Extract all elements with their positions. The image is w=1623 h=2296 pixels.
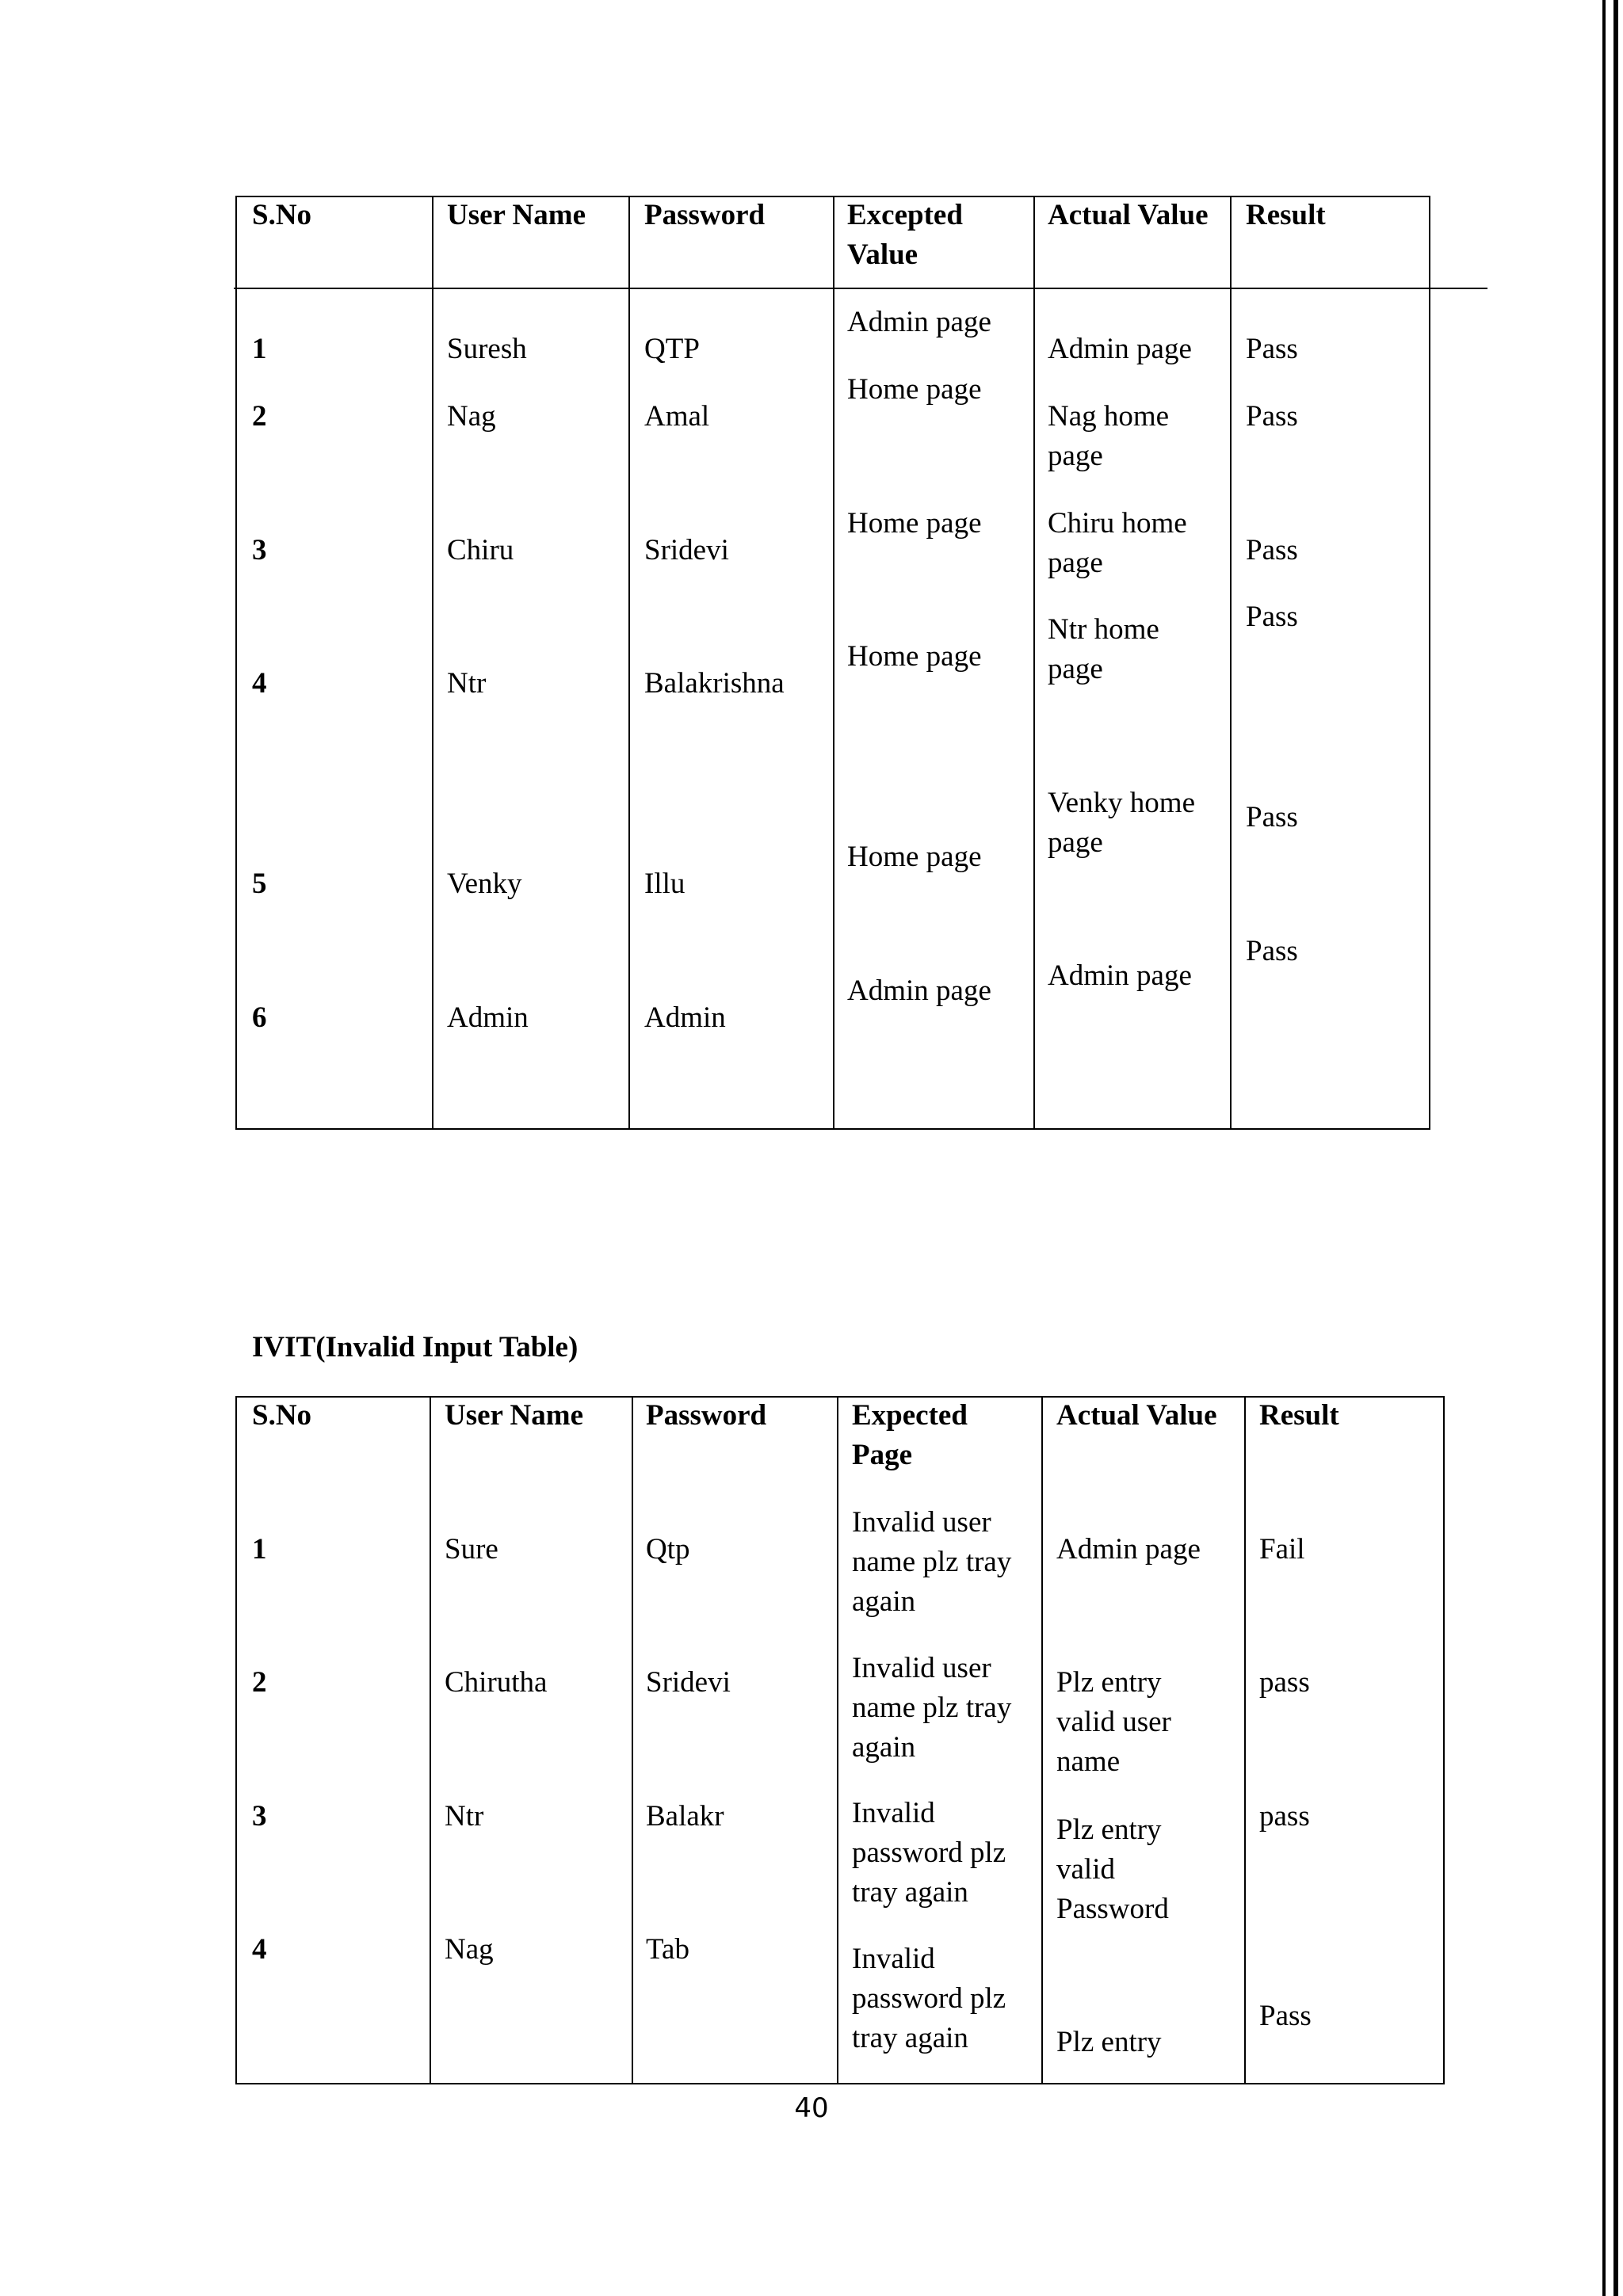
cell-sno: 2	[252, 400, 267, 433]
cell-sno: 3	[252, 534, 267, 566]
cell-result: pass	[1259, 1666, 1310, 1699]
header-cell-sno: S.No	[252, 1399, 312, 1432]
cell-sno: 5	[252, 868, 267, 900]
cell-expected: Admin page	[847, 974, 991, 1007]
header-cell-result: Result	[1259, 1399, 1339, 1432]
header-divider	[234, 288, 1487, 289]
cell-result: Pass	[1246, 601, 1298, 633]
cell-username: Sure	[445, 1533, 498, 1566]
cell-password: QTP	[644, 333, 700, 365]
cell-sno: 2	[252, 1666, 267, 1699]
header-cell-username: User Name	[445, 1399, 584, 1432]
cell-expected: Home page	[847, 841, 982, 873]
cell-username: Chirutha	[445, 1666, 548, 1699]
cell-username: Venky	[447, 868, 522, 900]
cell-expected: Admin page	[847, 306, 991, 338]
column-divider	[628, 197, 630, 1128]
cell-result: Pass	[1246, 935, 1298, 967]
page-border-line	[1602, 0, 1606, 2296]
column-divider	[1033, 197, 1035, 1128]
cell-expected: Invalid user name plz tray again	[852, 1652, 1012, 1764]
cell-expected: Invalid password plz tray again	[852, 1943, 1006, 2054]
cell-expected: Invalid user name plz tray again	[852, 1506, 1012, 1618]
cell-actual: Admin page	[1048, 333, 1192, 365]
cell-username: Ntr	[447, 667, 487, 700]
cell-result: Pass	[1246, 534, 1298, 566]
column-divider	[1230, 197, 1232, 1128]
invalid-input-table-title: IVIT(Invalid Input Table)	[252, 1331, 579, 1363]
cell-actual: Ntr home page	[1048, 613, 1159, 685]
page-border-line	[1613, 0, 1618, 2296]
column-divider	[632, 1398, 633, 2083]
header-cell-password: Password	[646, 1399, 767, 1432]
cell-expected: Home page	[847, 640, 982, 673]
column-divider	[833, 197, 834, 1128]
cell-actual: Admin page	[1048, 959, 1192, 992]
page-number: 40	[794, 2092, 829, 2124]
cell-password: Balakrishna	[644, 667, 785, 700]
cell-password: Sridevi	[646, 1666, 731, 1699]
cell-password: Tab	[646, 1933, 689, 1966]
cell-actual: Plz entry valid Password	[1056, 1814, 1169, 1925]
cell-sno: 4	[252, 667, 267, 700]
cell-password: Illu	[644, 868, 685, 900]
cell-result: pass	[1259, 1800, 1310, 1833]
cell-username: Suresh	[447, 333, 527, 365]
header-cell-username: User Name	[447, 199, 586, 231]
cell-username: Nag	[445, 1933, 494, 1966]
header-cell-password: Password	[644, 199, 766, 231]
cell-result: Fail	[1259, 1533, 1305, 1566]
cell-sno: 3	[252, 1800, 267, 1833]
cell-password: Sridevi	[644, 534, 729, 566]
cell-result: Pass	[1246, 400, 1298, 433]
header-cell-actual: Actual Value	[1048, 199, 1209, 231]
cell-expected: Home page	[847, 373, 982, 406]
cell-username: Chiru	[447, 534, 514, 566]
column-divider	[1244, 1398, 1246, 2083]
header-cell-expected: Expected Page	[852, 1399, 968, 1471]
cell-expected: Invalid password plz tray again	[852, 1797, 1006, 1909]
cell-actual: Plz entry valid user name	[1056, 1666, 1171, 1778]
cell-result: Pass	[1259, 2000, 1312, 2032]
cell-sno: 1	[252, 1533, 267, 1566]
cell-sno: 6	[252, 1001, 267, 1034]
cell-actual: Chiru home page	[1048, 507, 1187, 579]
column-divider	[432, 197, 433, 1128]
cell-expected: Home page	[847, 507, 982, 540]
cell-password: Amal	[644, 400, 710, 433]
cell-password: Admin	[644, 1001, 726, 1034]
cell-actual: Plz entry	[1056, 2026, 1162, 2058]
cell-sno: 1	[252, 333, 267, 365]
header-cell-actual: Actual Value	[1056, 1399, 1217, 1432]
invalid-input-table	[235, 1396, 1445, 2084]
column-divider	[837, 1398, 838, 2083]
cell-username: Ntr	[445, 1800, 484, 1833]
cell-username: Admin	[447, 1001, 529, 1034]
header-cell-result: Result	[1246, 199, 1326, 231]
column-divider	[1041, 1398, 1043, 2083]
cell-username: Nag	[447, 400, 496, 433]
header-cell-sno: S.No	[252, 199, 312, 231]
cell-password: Balakr	[646, 1800, 724, 1833]
cell-actual: Venky home page	[1048, 787, 1195, 859]
cell-sno: 4	[252, 1933, 267, 1966]
cell-actual: Nag home page	[1048, 400, 1170, 472]
column-divider	[430, 1398, 431, 2083]
header-cell-expected: Excepted Value	[847, 199, 963, 271]
cell-password: Qtp	[646, 1533, 690, 1566]
cell-actual: Admin page	[1056, 1533, 1201, 1566]
cell-result: Pass	[1246, 333, 1298, 365]
cell-result: Pass	[1246, 801, 1298, 833]
